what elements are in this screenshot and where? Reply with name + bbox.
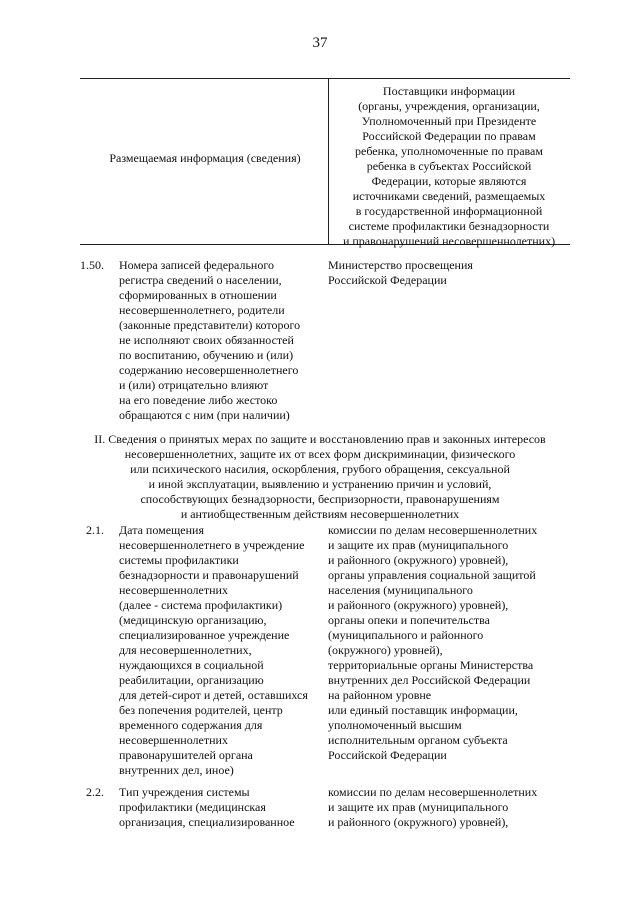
row-description-line: системы профилактики — [119, 553, 239, 567]
row-description-line: на его поведение либо жестоко — [119, 393, 278, 407]
row-description-line: содержанию несовершеннолетнего — [119, 363, 299, 377]
row-description-line: внутренних дел, иное) — [119, 763, 234, 777]
row-supplier-line: комиссии по делам несовершеннолетних — [328, 785, 538, 799]
header-suppliers-line: Уполномоченный при Президенте — [361, 114, 537, 128]
row-supplier-line: Министерство просвещения — [328, 258, 473, 272]
row-supplier-line: Российской Федерации — [328, 273, 447, 287]
row-description-line: нуждающихся в социальной — [119, 658, 264, 672]
header-suppliers-line: Федерации, которые являются — [371, 174, 527, 188]
row-supplier-line: на районном уровне — [328, 688, 432, 702]
row-description-line: несовершеннолетнего в учреждение — [119, 538, 305, 552]
row-description-line: (законные представители) которого — [119, 318, 301, 332]
header-suppliers-line: системе профилактики безнадзорности — [348, 219, 550, 233]
header-info-column: Размещаемая информация (сведения) — [109, 151, 301, 165]
row-description-line: сформированных в отношении — [119, 288, 277, 302]
section-heading-line: и иной эксплуатации, выявлению и устранению причин и условий, — [148, 477, 492, 491]
row-supplier-line: внутренних дел Российской Федерации — [328, 673, 531, 687]
row-supplier — [328, 258, 568, 288]
section-heading-line: несовершеннолетних, защите их от всех форм дискриминации, физического — [124, 447, 516, 461]
row-supplier-line: или единый поставщик информации, — [328, 703, 518, 717]
header-suppliers-line: и правонарушений несовершеннолетних) — [342, 234, 556, 248]
row-description-line: правонарушителей органа — [119, 748, 253, 762]
row-description — [119, 523, 324, 778]
row-supplier-line: исполнительным органом субъекта — [328, 733, 508, 747]
row-description-line: временного содержания для — [119, 718, 263, 732]
row-description-line: Тип учреждения системы — [119, 785, 250, 799]
header-suppliers-line: Российской Федерации по правам — [362, 129, 536, 143]
section-heading — [70, 432, 570, 522]
row-description-line: регистра сведений о населении, — [119, 273, 282, 287]
row-supplier-line: уполномоченный высшим — [328, 718, 462, 732]
row-description — [119, 258, 324, 423]
row-description-line: Номера записей федерального — [119, 258, 274, 272]
table-top-rule — [80, 78, 570, 79]
header-suppliers-line: ребенка в субъектах Российской — [366, 159, 532, 173]
row-supplier-line: органы управления социальной защитой — [328, 568, 536, 582]
row-description-line: обращаются с ним (при наличии) — [119, 408, 290, 422]
row-description-line: реабилитации, организацию — [119, 673, 264, 687]
row-supplier-line: комиссии по делам несовершеннолетних — [328, 523, 538, 537]
row-description-line: специализированное учреждение — [119, 628, 290, 642]
row-supplier — [328, 785, 568, 830]
row-description-line: по воспитанию, обучению и (или) — [119, 348, 294, 362]
row-supplier — [328, 523, 568, 763]
row-description-line: (далее - система профилактики) — [119, 598, 283, 612]
row-supplier-line: (муниципального и районного — [328, 628, 484, 642]
row-supplier-line: и защите их прав (муниципального — [328, 800, 509, 814]
row-description-line: несовершеннолетних — [119, 583, 228, 597]
row-supplier-line: территориальные органы Министерства — [328, 658, 534, 672]
row-description-line: (медицинскую организацию, — [119, 613, 267, 627]
section-heading-line: II. Сведения о принятых мерах по защите и восстановлению прав и законных интересов — [94, 432, 546, 446]
section-heading-line: и антиобщественным действиям несовершеннолетних — [180, 507, 460, 521]
row-supplier-line: и районного (окружного) уровней), — [328, 598, 509, 612]
row-description-line: профилактики (медицинская — [119, 800, 266, 814]
row-supplier-line: органы опеки и попечительства — [328, 613, 490, 627]
section-heading-line: или психического насилия, оскорбления, грубого обращения, сексуальной — [130, 462, 510, 476]
row-supplier-line: Российской Федерации — [328, 748, 447, 762]
header-suppliers-line: источниками сведений, размещаемых — [352, 189, 546, 203]
row-supplier-line: и районного (окружного) уровней), — [328, 815, 509, 829]
row-description — [119, 785, 324, 830]
row-supplier-line: и защите их прав (муниципального — [328, 538, 509, 552]
row-number: 2.2. — [86, 785, 104, 799]
row-description-line: несовершеннолетнего, родители — [119, 303, 285, 317]
row-description-line: несовершеннолетних — [119, 733, 228, 747]
row-description-line: организация, специализированное — [119, 815, 295, 829]
section-heading-line: способствующих безнадзорности, беспризорности, правонарушениям — [140, 492, 500, 506]
header-suppliers-line: в государственной информационной — [355, 204, 543, 218]
row-number: 1.50. — [80, 258, 104, 272]
page-number: 37 — [312, 35, 328, 51]
row-description-line: для детей-сирот и детей, оставшихся — [119, 688, 308, 702]
header-column-divider — [328, 78, 329, 244]
row-supplier-line: населения (муниципального — [328, 583, 473, 597]
row-number: 2.1. — [86, 523, 104, 537]
header-suppliers-line: ребенка, уполномоченные по правам — [355, 144, 543, 158]
row-supplier-line: (окружного) уровней), — [328, 643, 443, 657]
row-description-line: без попечения родителей, центр — [119, 703, 283, 717]
header-suppliers-line: (органы, учреждения, организации, — [358, 99, 540, 113]
row-description-line: и (или) отрицательно влияют — [119, 378, 269, 392]
header-suppliers-line: Поставщики информации — [382, 84, 516, 98]
row-description-line: безнадзорности и правонарушений — [119, 568, 299, 582]
row-description-line: Дата помещения — [119, 523, 204, 537]
row-description-line: не исполняют своих обязанностей — [119, 333, 294, 347]
row-description-line: для несовершеннолетних, — [119, 643, 252, 657]
row-supplier-line: и районного (окружного) уровней), — [328, 553, 509, 567]
header-suppliers-column — [332, 84, 566, 249]
